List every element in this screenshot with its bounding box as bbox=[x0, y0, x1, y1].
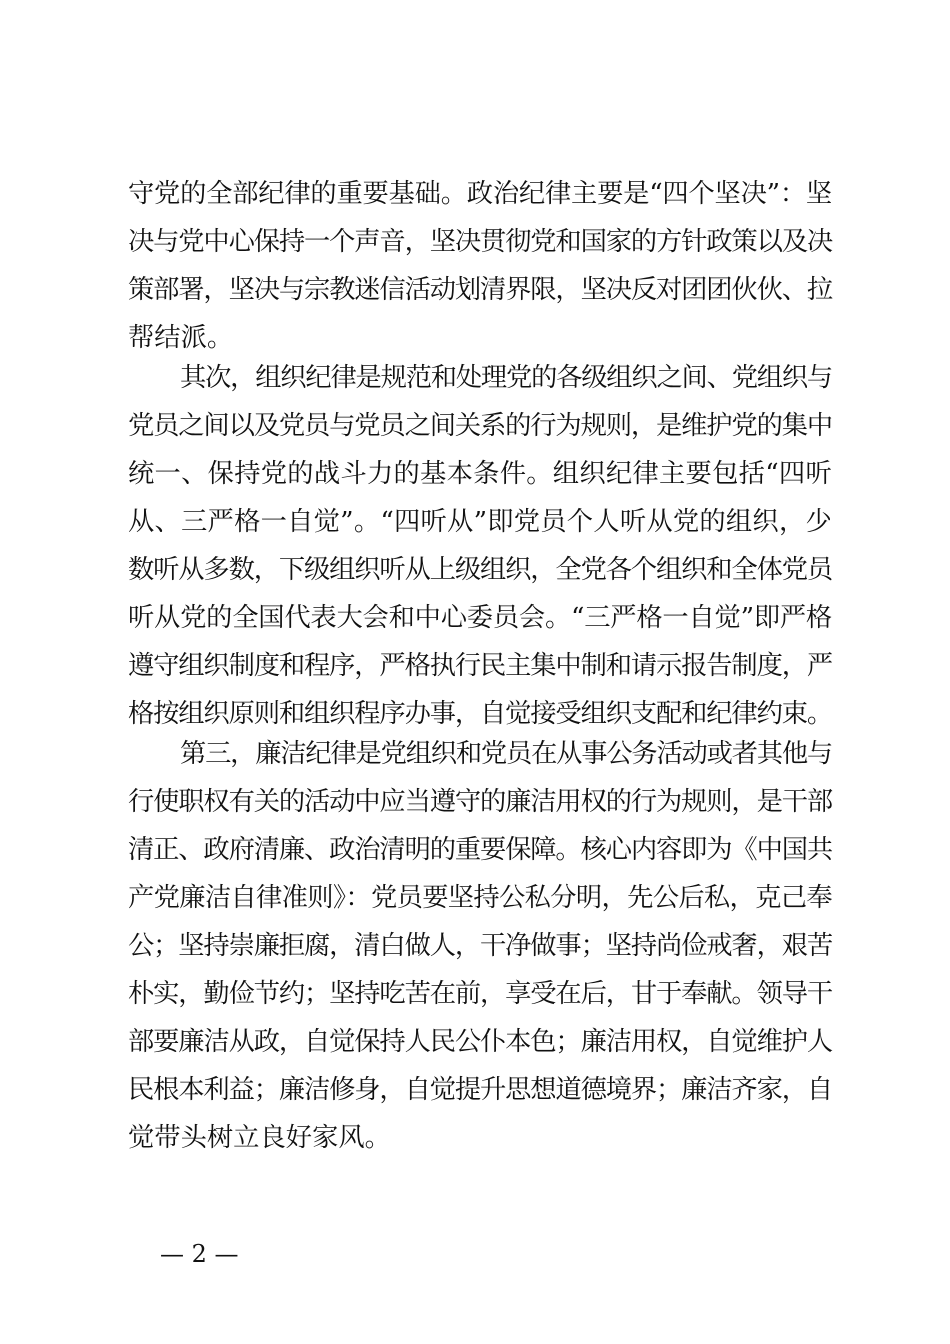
text-line: 决与党中心保持一个声音，坚决贯彻党和国家的方针政策以及决 bbox=[128, 227, 832, 257]
text-line: 党员之间以及党员与党员之间关系的行为规则，是维护党的集中 bbox=[128, 411, 832, 441]
text-line: 产党廉洁自律准则》：党员要坚持公私分明，先公后私，克己奉 bbox=[128, 883, 832, 913]
text-line: 第三，廉洁纪律是党组织和党员在从事公务活动或者其他与 bbox=[180, 739, 832, 769]
text-line: 清正、政府清廉、政治清明的重要保障。核心内容即为《中国共 bbox=[128, 835, 832, 865]
text-line: 部要廉洁从政，自觉保持人民公仆本色；廉洁用权，自觉维护人 bbox=[128, 1027, 832, 1057]
text-line: 其次，组织纪律是规范和处理党的各级组织之间、党组织与 bbox=[180, 363, 832, 393]
text-line: 行使职权有关的活动中应当遵守的廉洁用权的行为规则，是干部 bbox=[128, 787, 832, 817]
text-line: 格按组织原则和组织程序办事，自觉接受组织支配和纪律约束。 bbox=[128, 699, 832, 729]
text-line: 守党的全部纪律的重要基础。政治纪律主要是“四个坚决”：坚 bbox=[128, 179, 832, 209]
text-line: 策部署，坚决与宗教迷信活动划清界限，坚决反对团团伙伙、拉 bbox=[128, 275, 832, 305]
text-line: 从、三严格一自觉”。“四听从”即党员个人听从党的组织，少 bbox=[128, 507, 832, 537]
text-line: 遵守组织制度和程序，严格执行民主集中制和请示报告制度，严 bbox=[128, 651, 832, 681]
text-line: 民根本利益；廉洁修身，自觉提升思想道德境界；廉洁齐家，自 bbox=[128, 1075, 832, 1105]
text-line: 数听从多数，下级组织听从上级组织，全党各个组织和全体党员 bbox=[128, 555, 832, 585]
text-line: 帮结派。 bbox=[128, 323, 234, 353]
text-line: 觉带头树立良好家风。 bbox=[128, 1123, 391, 1153]
text-line: 听从党的全国代表大会和中心委员会。“三严格一自觉”即严格 bbox=[128, 603, 832, 633]
text-line: 朴实，勤俭节约；坚持吃苦在前，享受在后，甘于奉献。领导干 bbox=[128, 979, 832, 1009]
page-number: — 2 — bbox=[160, 1240, 239, 1268]
text-line: 统一、保持党的战斗力的基本条件。组织纪律主要包括“四听 bbox=[128, 459, 832, 489]
text-line: 公；坚持崇廉拒腐，清白做人，干净做事；坚持尚俭戒奢，艰苦 bbox=[128, 931, 832, 961]
